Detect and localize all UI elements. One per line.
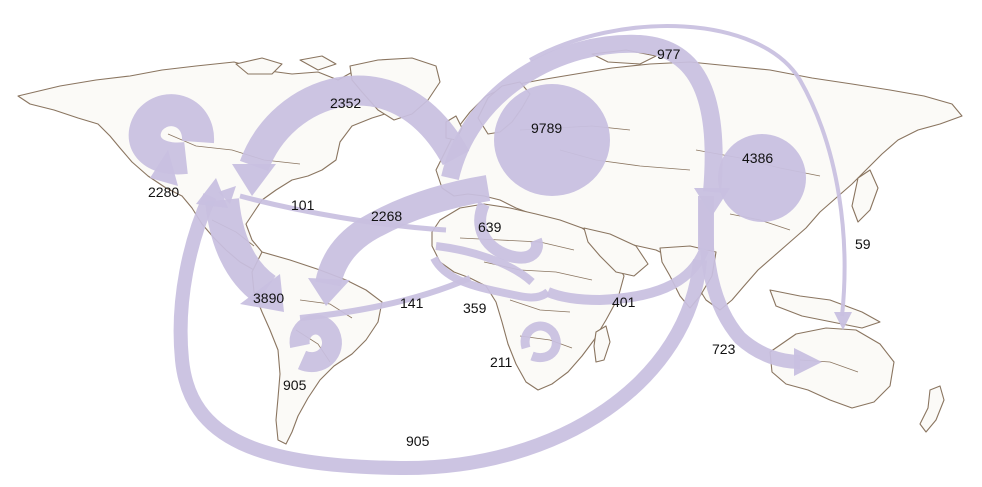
flow-east-asia-internal <box>718 134 806 222</box>
label-pacific: 59 <box>855 236 871 252</box>
label-africa-to-latin-america: 359 <box>463 300 487 316</box>
label-southern-cone: 905 <box>283 377 307 393</box>
label-latin-america-internal: 3890 <box>253 290 285 306</box>
label-europe-to-latin-america: 2268 <box>371 208 403 224</box>
label-north-atlantic: 2352 <box>330 95 362 111</box>
label-southern-africa: 211 <box>490 354 513 370</box>
label-europe-internal: 9789 <box>531 120 563 136</box>
label-asia-to-oceania: 723 <box>712 341 736 357</box>
label-south-asia-to-africa: 401 <box>612 294 636 310</box>
madagascar-land <box>594 326 610 362</box>
new-zealand-land <box>920 386 944 432</box>
label-latin-america-to-africa: 141 <box>400 295 424 311</box>
flow-europe-internal <box>494 84 610 196</box>
label-europe-to-north-america: 101 <box>291 197 315 213</box>
label-russia-pacific: 977 <box>657 46 681 62</box>
label-southern-loop: 905 <box>406 433 430 449</box>
label-north-america-internal: 2280 <box>148 184 180 200</box>
label-europe-to-africa: 639 <box>478 219 502 235</box>
label-east-asia-internal: 4386 <box>742 150 774 166</box>
southeast-asia-islands-land <box>770 290 880 328</box>
